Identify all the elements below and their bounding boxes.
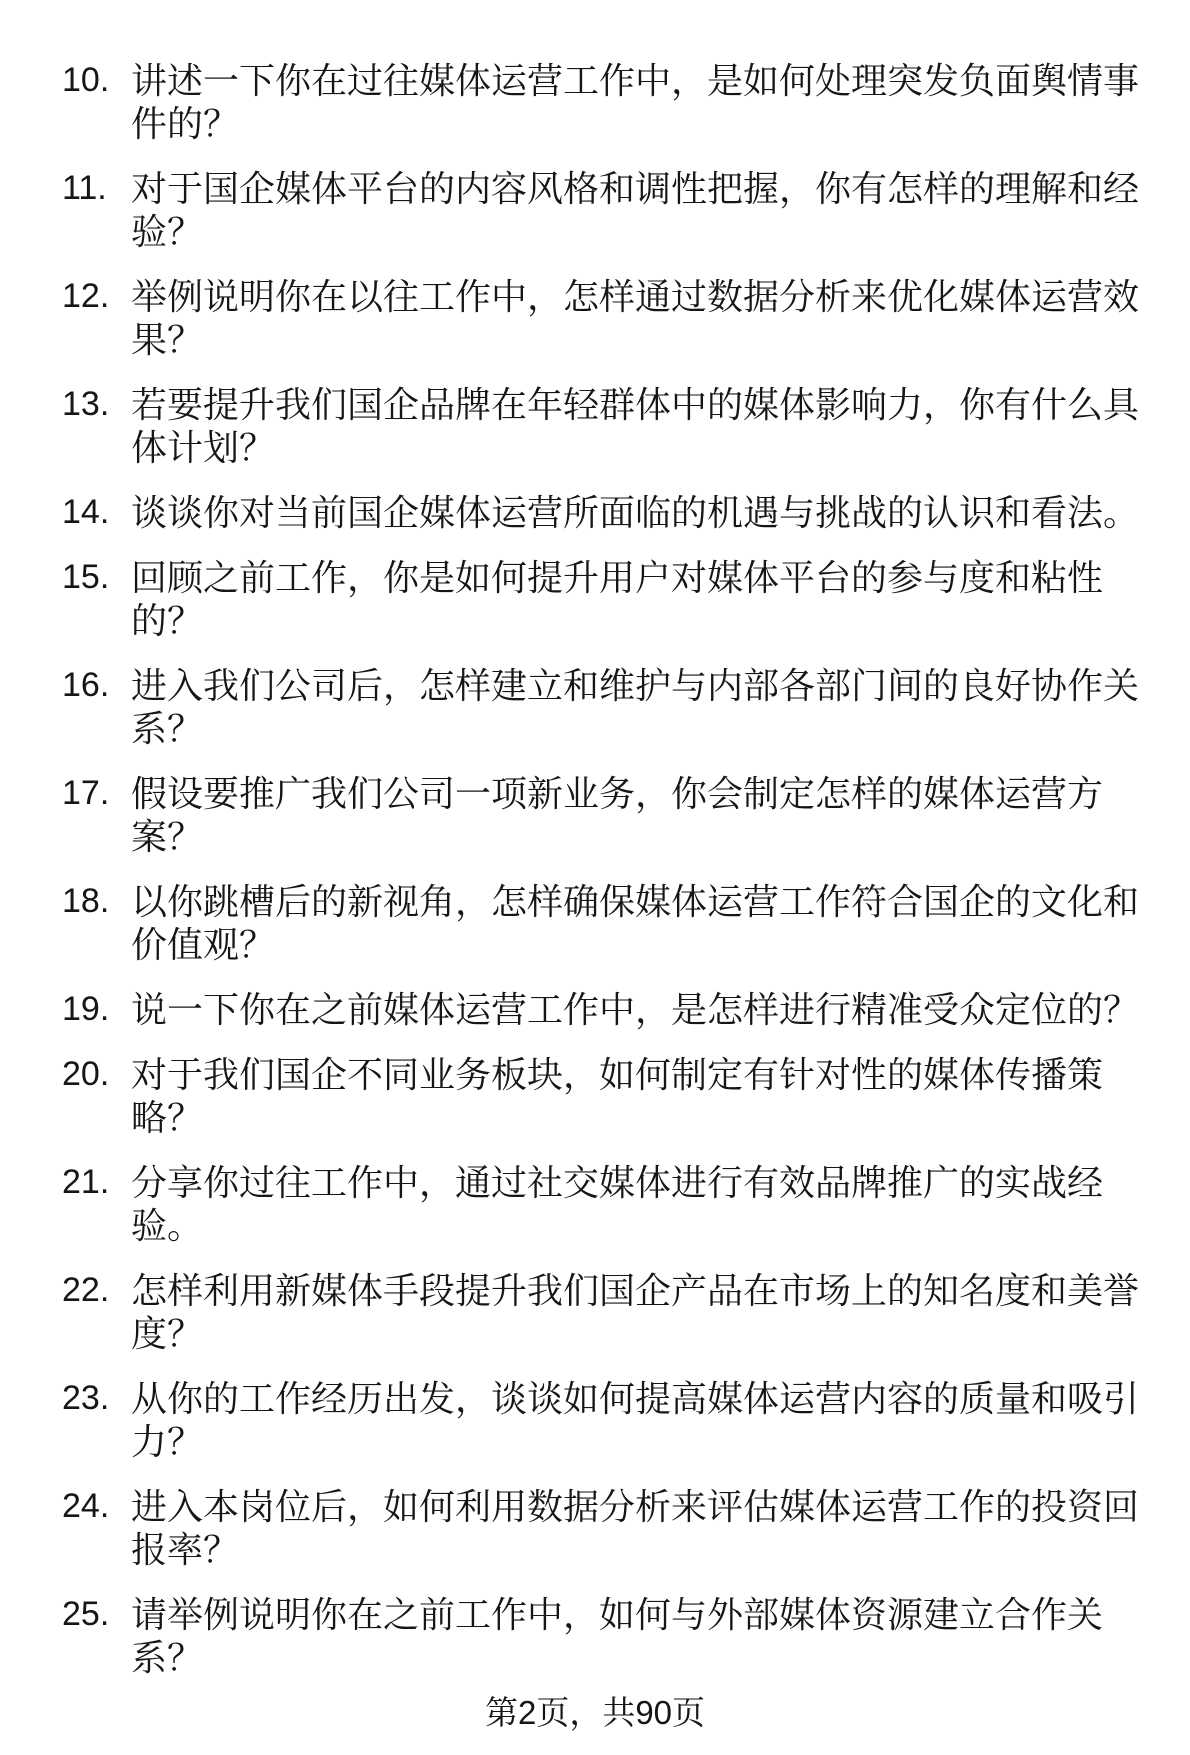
question-text: 假设要推广我们公司一项新业务，你会制定怎样的媒体运营方案？ [131, 773, 1104, 857]
question-number: 15. [62, 558, 110, 596]
question-item [62, 556, 1152, 642]
question-item [62, 988, 1152, 1031]
question-item [62, 1161, 1152, 1247]
question-text: 对于我们国企不同业务板块，如何制定有针对性的媒体传播策略？ [131, 1054, 1104, 1138]
question-item [62, 664, 1152, 750]
question-item [62, 772, 1152, 858]
question-text: 请举例说明你在之前工作中，如何与外部媒体资源建立合作关系？ [131, 1594, 1104, 1678]
question-number: 21. [62, 1163, 110, 1201]
question-text: 进入本岗位后，如何利用数据分析来评估媒体运营工作的投资回报率？ [131, 1486, 1140, 1570]
question-text: 对于国企媒体平台的内容风格和调性把握，你有怎样的理解和经验？ [131, 168, 1140, 252]
question-text: 谈谈你对当前国企媒体运营所面临的机遇与挑战的认识和看法。 [131, 492, 1140, 533]
page-indicator: 第2页，共90页 [484, 1694, 706, 1731]
question-item [62, 1485, 1152, 1571]
question-number: 19. [62, 990, 110, 1028]
question-item [62, 880, 1152, 966]
question-number: 17. [62, 774, 110, 812]
question-item [62, 1269, 1152, 1355]
question-number: 12. [62, 277, 110, 315]
question-number: 22. [62, 1271, 110, 1309]
question-item [62, 167, 1152, 253]
question-number: 23. [62, 1379, 110, 1417]
question-number: 24. [62, 1487, 110, 1525]
question-number: 20. [62, 1055, 110, 1093]
question-item [62, 1377, 1152, 1463]
question-item [62, 383, 1152, 469]
question-text: 若要提升我们国企品牌在年轻群体中的媒体影响力，你有什么具体计划？ [131, 384, 1140, 468]
question-item [62, 491, 1152, 534]
question-text: 说一下你在之前媒体运营工作中，是怎样进行精准受众定位的？ [131, 989, 1140, 1030]
question-number: 11. [62, 169, 107, 207]
question-text: 以你跳槽后的新视角，怎样确保媒体运营工作符合国企的文化和价值观？ [131, 881, 1140, 965]
question-text: 从你的工作经历出发，谈谈如何提高媒体运营内容的质量和吸引力？ [131, 1378, 1140, 1462]
question-text: 分享你过往工作中，通过社交媒体进行有效品牌推广的实战经验。 [131, 1162, 1104, 1246]
question-text: 怎样利用新媒体手段提升我们国企产品在市场上的知名度和美誉度？ [131, 1270, 1140, 1354]
question-number: 13. [62, 385, 110, 423]
question-number: 18. [62, 882, 110, 920]
question-item [62, 1053, 1152, 1139]
question-number: 14. [62, 493, 110, 531]
question-text: 进入我们公司后，怎样建立和维护与内部各部门间的良好协作关系？ [131, 665, 1140, 749]
question-item [62, 59, 1152, 145]
question-item [62, 1593, 1152, 1679]
question-text: 举例说明你在以往工作中，怎样通过数据分析来优化媒体运营效果？ [131, 276, 1140, 360]
question-number: 16. [62, 666, 110, 704]
question-text: 回顾之前工作，你是如何提升用户对媒体平台的参与度和粘性的？ [131, 557, 1104, 641]
question-text: 讲述一下你在过往媒体运营工作中，是如何处理突发负面舆情事件的？ [131, 60, 1140, 144]
question-number: 25. [62, 1595, 110, 1633]
question-number: 10. [62, 61, 110, 99]
question-item [62, 275, 1152, 361]
question-list [62, 59, 1152, 1701]
